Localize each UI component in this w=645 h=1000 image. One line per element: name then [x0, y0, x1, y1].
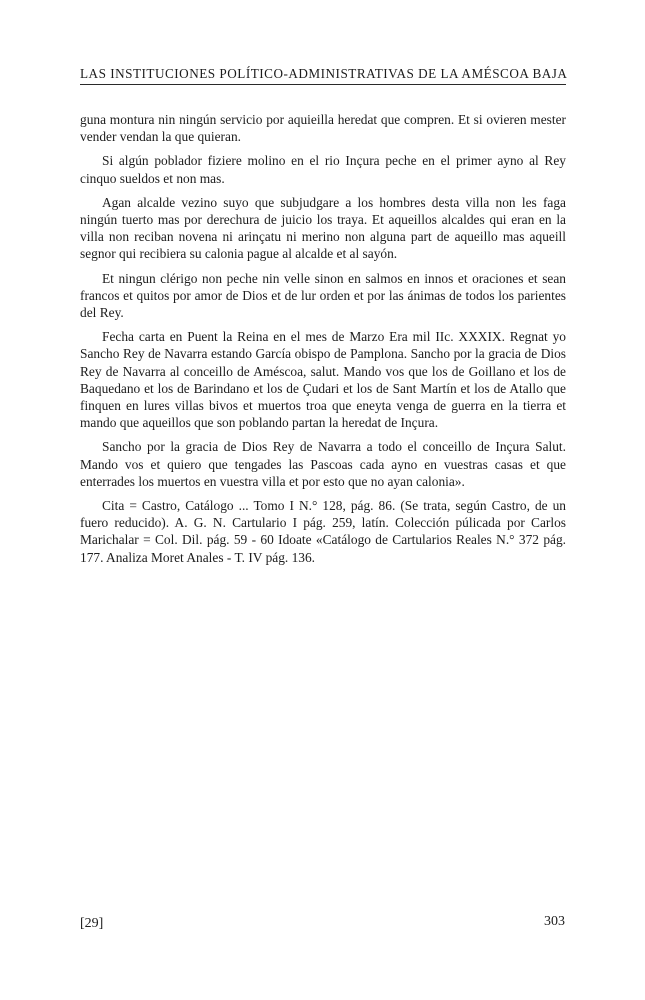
body-text [80, 111, 566, 573]
page-number: 303 [544, 914, 565, 929]
header-rule [80, 84, 566, 85]
paragraph: guna montura nin ningún servicio por aquieilla heredat que compren. Et si ovieren mester vender vendan la que quieran. [80, 112, 566, 145]
paragraph: Cita = Castro, Catálogo ... Tomo I N.° 128, pág. 86. (Se trata, según Castro, de un fuero reducido). A. G. N. Cartulario I pág. 259, latín. Colección púlicada por Carlos Marichalar = Col. Dil. pág. 59 - 60 Idoate «Catálogo de Cartularios Reales N.° 372 pág. 177. Analiza Moret Anales - T. IV pág. 136. [80, 498, 566, 565]
section-number: [29] [80, 916, 104, 931]
paragraph: Agan alcalde vezino suyo que subjudgare a los hombres desta villa non les faga ningún tuerto mas por derechura de juicio los traya. Et aqueillos alcaldes qui eran en la villa non reciban novena ni arinçatu ni merino non alguna part de aqueillo mas aqueill segnor qui recibiera su calonia pague al alcalde et al sayón. [80, 194, 566, 262]
paragraph: Et ningun clérigo non peche nin velle sinon en salmos en innos et oraciones et sean francos et quitos por amor de Dios et de lur orden et por las ánimas de todos los parientes del Rey. [80, 270, 566, 321]
paragraph: Sancho por la gracia de Dios Rey de Navarra a todo el conceillo de Inçura Salut. Mando vos et quiero que tengades las Pascoas cada ayno en vuestras casas et que enterrades los muertos en vuestra villa et por esto que no ayan calonia». [80, 439, 566, 489]
paragraph: Fecha carta en Puent la Reina en el mes de Marzo Era mil IIc. XXXIX. Regnat yo Sancho Rey de Navarra estando García obispo de Pamplona. Sancho por la gracia de Dios Rey de Navarra al conceillo de Améscoa, salut. Mando vos que los de Goillano et los de Baquedano et los de Barindano et los de Çudari et los de Sant Martín et los de Atallo que finquen en lures villas bivos et muertos troa que eneyta venga de guerra en la tierra et mando que aqueillos que son poblando partan la heredat de Inçura. [80, 329, 566, 431]
paragraph: Si algún poblador fiziere molino en el rio Inçura peche en el primer ayno al Rey cinquo sueldos et non mas. [80, 153, 566, 186]
running-header: LAS INSTITUCIONES POLÍTICO-ADMINISTRATIVAS DE LA AMÉSCOA BAJA [80, 66, 568, 81]
